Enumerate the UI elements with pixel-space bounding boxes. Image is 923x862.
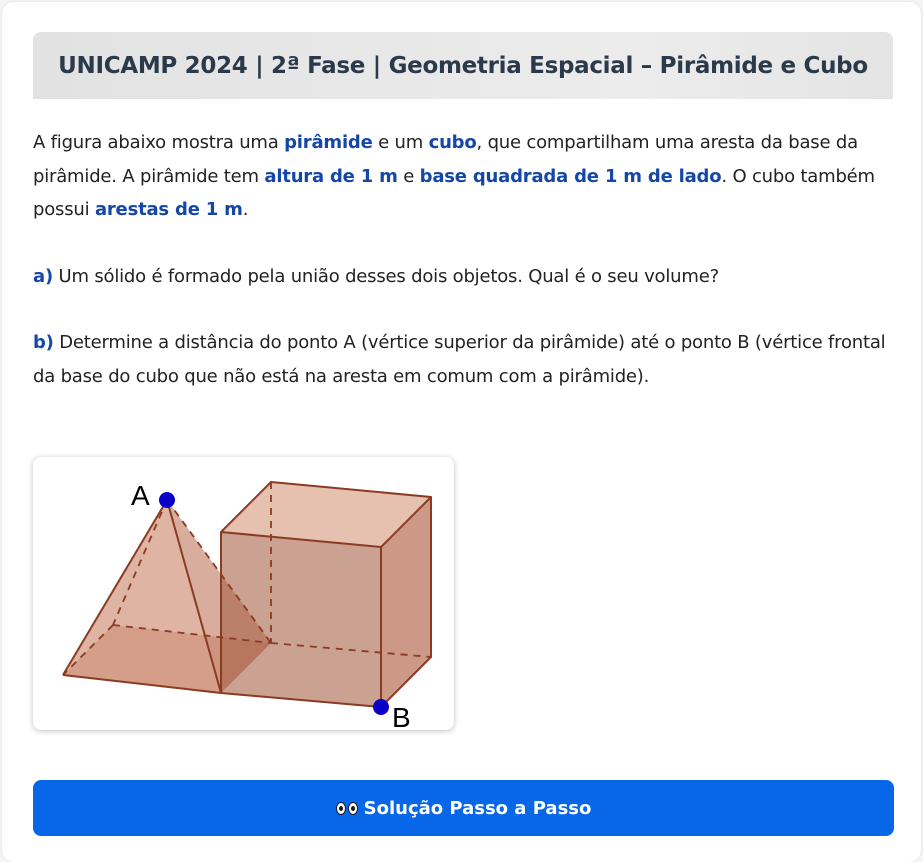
question-content [33, 126, 895, 426]
solution-button-label: Solução Passo a Passo [363, 797, 592, 819]
intro-text: . [242, 199, 249, 220]
pyramid-cube-figure [33, 457, 454, 730]
highlight-cubo: cubo [428, 132, 477, 153]
figure-container [33, 457, 454, 730]
eyes-icon [336, 802, 358, 815]
intro-text: e um [372, 132, 429, 153]
intro-paragraph [33, 126, 895, 227]
intro-text: A figura abaixo mostra uma [33, 132, 285, 153]
solution-button[interactable] [33, 780, 894, 836]
highlight-arestas: arestas de 1 m [94, 199, 243, 220]
intro-text: , que compartilham uma aresta da base da pirâmide. A pirâmide tem [33, 132, 858, 187]
highlight-base: base quadrada de 1 m de lado [419, 165, 722, 187]
highlight-piramide: pirâmide [284, 132, 373, 153]
intro-text: e [397, 165, 420, 187]
question-b-text: Determine a distância do ponto A (vértice superior da pirâmide) até o ponto B (vértice frontal da base do cubo que não está na aresta em comum com a pirâmide). [33, 332, 886, 387]
question-a-text: Um sólido é formado pela união desses dois objetos. Qual é o seu volume? [52, 265, 719, 287]
question-b-label: b) [33, 332, 54, 353]
title-bar [33, 32, 893, 99]
highlight-altura: altura de 1 m [264, 165, 398, 187]
question-a [33, 260, 895, 294]
point-b [373, 699, 389, 715]
question-a-label: a) [33, 265, 53, 287]
point-a-label: A [131, 480, 150, 511]
point-b-label: B [392, 702, 411, 730]
point-a [159, 492, 175, 508]
intro-text: . O cubo também possui [33, 165, 875, 220]
page-title: UNICAMP 2024 | 2ª Fase | Geometria Espacial – Pirâmide e Cubo [58, 52, 868, 79]
question-b [33, 326, 895, 393]
cube-front-face [221, 532, 381, 707]
question-card [2, 2, 921, 862]
